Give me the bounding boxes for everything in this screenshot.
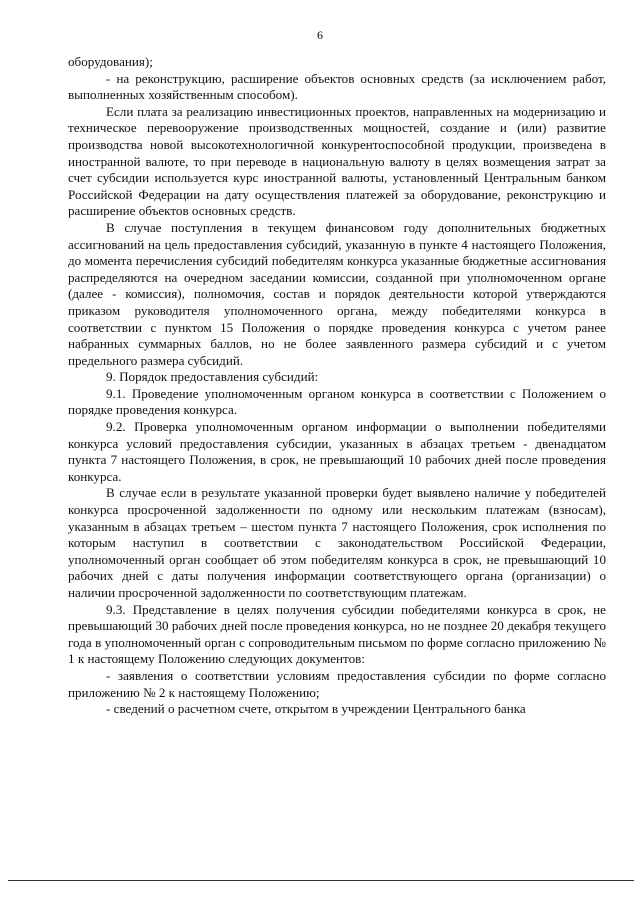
paragraph-section-9-heading: 9. Порядок предоставления субсидий:	[106, 369, 319, 385]
paragraph-bank-account-item: - сведений о расчетном счете, открытом в учреждении Центрального банка	[106, 701, 526, 717]
bottom-divider	[8, 880, 634, 881]
paragraph-overdue-debt: В случае если в результате указанной проверки будет выявлено наличие у победителей конкурса просроченной задолженности по одному или нескольким платежам (взносам), указанным в абзацах третьем – шестом пункта 7 настоящего Положения, срок исполнения по которым наступил в соответствии с законодательством Российской Федерации, уполномоченный орган сообщает об этом победителям конкурса в срок, не превышающий 10 рабочих дней с даты получения информации соответствующего органа (организации) о наличии просроченной задолженности по соответствующим платежам.	[68, 485, 606, 600]
paragraph-additional-allocations: В случае поступления в текущем финансовом году дополнительных бюджетных ассигнований на цель предоставления субсидий, указанную в пункте 4 настоящего Положения, до момента перечисления субсидий победителям конкурса указанные бюджетные ассигнования распределяются на очередном заседании комиссии, созданной при уполномоченном органе (далее - комиссия), полномочия, состав и порядок деятельности которой утверждаются приказом руководителя уполномоченного органа, между победителями конкурса в соответствии с пунктом 15 Положения о порядке проведения конкурса с учетом ранее набранных суммарных баллов, но не более заявленного размера субсидий и с учетом предельного размера субсидий.	[68, 219, 606, 368]
document-body	[68, 54, 606, 718]
page-number: 6	[317, 28, 323, 42]
paragraph-equipment-end: оборудования);	[68, 54, 153, 69]
paragraph-application-item: - заявления о соответствии условиям предоставления субсидии по форме согласно приложению № 2 к настоящему Положению;	[68, 667, 606, 700]
paragraph-foreign-currency: Если плата за реализацию инвестиционных проектов, направленных на модернизацию и техническое перевооружение производственных мощностей, создание и (или) развитие производства новой высокотехнологичной конкурентоспособной продукции, произведена в иностранной валюте, то при переводе в национальную валюту в целях возмещения затрат за счет субсидии используется курс иностранной валюты, установленный Центральным банком Российской Федерации на дату осуществления платежей за оборудование, реконструкцию и расширение объектов основных средств.	[68, 103, 606, 219]
paragraph-9-3: 9.3. Представление в целях получения субсидии победителями конкурса в срок, не превышающий 30 рабочих дней после проведения конкурса, но не позднее 20 декабря текущего года в уполномоченный орган с сопроводительным письмом по форме согласно приложению № 1 к настоящему Положению следующих документов:	[68, 601, 606, 667]
paragraph-9-1: 9.1. Проведение уполномоченным органом конкурса в соответствии с Положением о порядке проведения конкурса.	[68, 385, 606, 418]
paragraph-reconstruction: - на реконструкцию, расширение объектов основных средств (за исключением работ, выполненных хозяйственным способом).	[68, 70, 606, 103]
paragraph-9-2: 9.2. Проверка уполномоченным органом информации о выполнении победителями конкурса условий предоставления субсидии, указанных в абзацах третьем - двенадцатом пункта 7 настоящего Положения, в срок, не превышающий 10 рабочих дней после проведения конкурса.	[68, 419, 606, 484]
